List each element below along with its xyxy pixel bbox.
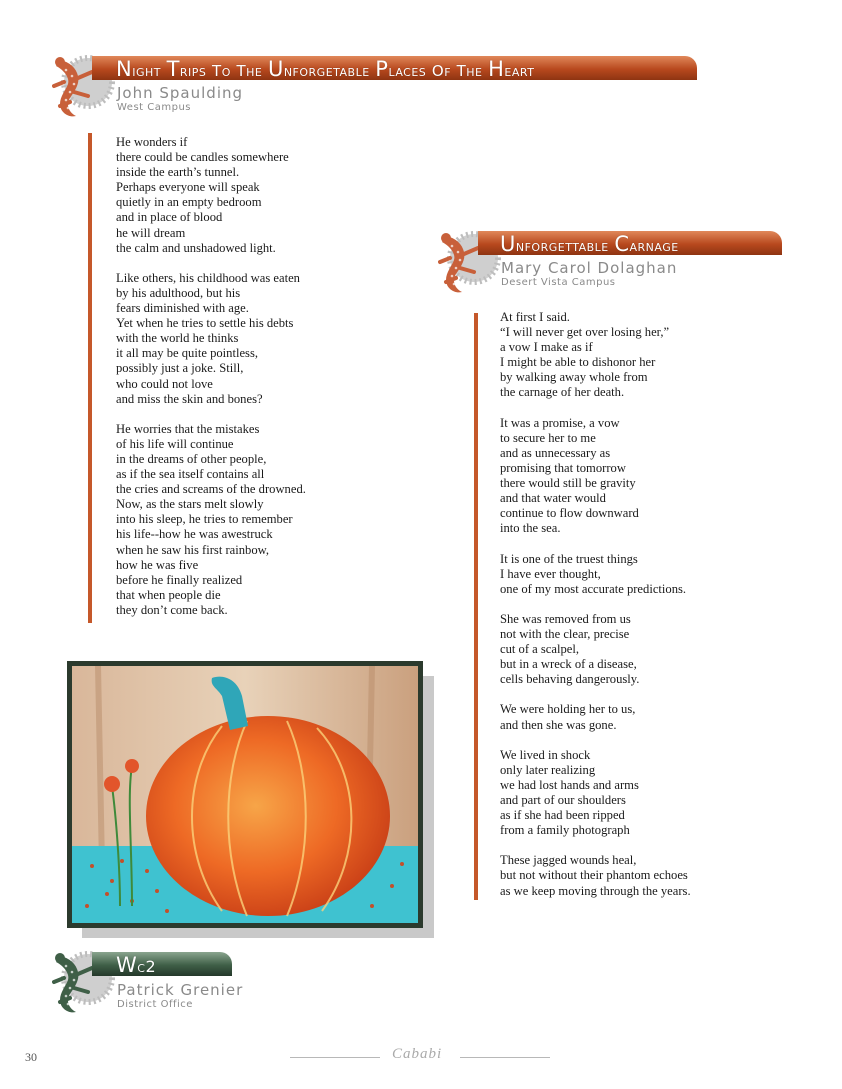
- poem-line: He worries that the mistakes: [116, 421, 260, 436]
- poem-stanza: [116, 271, 306, 407]
- poem-line: who could not love: [116, 376, 213, 391]
- poem-line: his life--how he was awestruck: [116, 527, 273, 542]
- poem-line: fears diminished with age.: [116, 301, 249, 316]
- poem-line: continue to flow downward: [500, 506, 639, 521]
- poem1-campus: West Campus: [117, 102, 192, 113]
- footer-rule-right: [460, 1057, 550, 1058]
- poem-stanza: [116, 422, 306, 618]
- poem-line: Yet when he tries to settle his debts: [116, 316, 294, 331]
- poem1-title: Night Trips to the Unforgetable Places of the Heart: [116, 57, 535, 80]
- poem-stanza: [500, 612, 691, 687]
- poem1-title-banner: [92, 56, 697, 80]
- poem-line: and that water would: [500, 491, 606, 506]
- poem-line: cells behaving dangerously.: [500, 672, 640, 687]
- poem-line: in the dreams of other people,: [116, 451, 267, 466]
- magazine-name: Cababi: [392, 1046, 443, 1062]
- poem-line: possibly just a joke. Still,: [116, 361, 244, 376]
- poem-line: as if the sea itself contains all: [116, 467, 265, 482]
- poem-line: one of my most accurate predictions.: [500, 581, 687, 596]
- poem-line: cut of a scalpel,: [500, 642, 580, 657]
- poem-line: the calm and unshadowed light.: [116, 240, 276, 255]
- poem-line: promising that tomorrow: [500, 460, 626, 475]
- poem-line: I have ever thought,: [500, 566, 601, 581]
- poem-line: These jagged wounds heal,: [500, 853, 637, 868]
- poem-line: and in place of blood: [116, 210, 223, 225]
- poem-line: It was a promise, a vow: [500, 415, 620, 430]
- poem-line: the carnage of her death.: [500, 385, 625, 400]
- poem-line: She was removed from us: [500, 611, 631, 626]
- poem2-campus: Desert Vista Campus: [501, 277, 616, 288]
- poem-line: Now, as the stars melt slowly: [116, 497, 264, 512]
- poem-line: there would still be gravity: [500, 476, 636, 491]
- poem-line: not with the clear, precise: [500, 626, 630, 641]
- poem-line: when he saw his first rainbow,: [116, 542, 270, 557]
- poem-line: before he finally realized: [116, 572, 243, 587]
- poem1-author: John Spaulding: [117, 84, 244, 102]
- poem-line: Like others, his childhood was eaten: [116, 270, 300, 285]
- poem-line: I might be able to dishonor her: [500, 355, 656, 370]
- poem-line: but not without their phantom echoes: [500, 868, 688, 883]
- poem-line: there could be candles somewhere: [116, 150, 289, 165]
- poem2-body: [500, 310, 691, 914]
- poem-stanza: [500, 310, 691, 401]
- poem-line: as if she had been ripped: [500, 808, 625, 823]
- poem-line: At first I said.: [500, 310, 570, 324]
- artwork-title-banner: [92, 952, 232, 976]
- poem-line: into his sleep, he tries to remember: [116, 512, 293, 527]
- poem-stanza: [500, 702, 691, 732]
- poem-line: that when people die: [116, 587, 221, 602]
- poem-line: the cries and screams of the drowned.: [116, 482, 306, 497]
- poem1-body: [116, 135, 306, 633]
- artwork-title: Wc2: [116, 953, 157, 976]
- poem-line: it all may be quite pointless,: [116, 346, 259, 361]
- poem2-title-banner: [478, 231, 782, 255]
- page-number: 30: [25, 1050, 37, 1064]
- poem-line: they don’t come back.: [116, 602, 228, 617]
- poem-stanza: [500, 416, 691, 537]
- poem-line: to secure her to me: [500, 430, 596, 445]
- poem-stanza: [500, 853, 691, 898]
- poem-stanza: [116, 135, 306, 256]
- poem-stanza: [500, 552, 691, 597]
- poem-line: but in a wreck of a disease,: [500, 657, 637, 672]
- poem-line: We were holding her to us,: [500, 702, 636, 717]
- footer-rule-left: [290, 1057, 380, 1058]
- poem2-author: Mary Carol Dolaghan: [501, 259, 678, 277]
- poem-line: by his adulthood, but his: [116, 285, 241, 300]
- poem2-accent-rule: [474, 313, 478, 900]
- artwork-campus: District Office: [117, 999, 193, 1010]
- poem-line: by walking away whole from: [500, 370, 648, 385]
- poem-line: and part of our shoulders: [500, 793, 626, 807]
- poem-line: It is one of the truest things: [500, 551, 638, 566]
- poem-line: and then she was gone.: [500, 717, 617, 732]
- poem-line: He wonders if: [116, 135, 188, 149]
- pumpkin-painting: [72, 666, 418, 923]
- poem-line: how he was five: [116, 557, 199, 572]
- poem-line: with the world he thinks: [116, 331, 239, 346]
- poem-stanza: [500, 748, 691, 839]
- poem-line: into the sea.: [500, 521, 561, 536]
- poem-line: as we keep moving through the years.: [500, 883, 691, 898]
- artwork-author: Patrick Grenier: [117, 981, 244, 999]
- poem-line: inside the earth’s tunnel.: [116, 165, 240, 180]
- poem-line: and as unnecessary as: [500, 445, 611, 460]
- poem-line: only later realizing: [500, 762, 596, 777]
- poem-line: “I will never get over losing her,”: [500, 325, 670, 340]
- poem-line: Perhaps everyone will speak: [116, 180, 260, 195]
- artwork-frame: [67, 661, 423, 928]
- poem-line: We lived in shock: [500, 747, 591, 762]
- poem-line: from a family photograph: [500, 823, 630, 838]
- poem-line: quietly in an empty bedroom: [116, 195, 262, 210]
- poem-line: of his life will continue: [116, 436, 234, 451]
- poem2-title: Unforgettable Carnage: [500, 232, 679, 255]
- poem1-accent-rule: [88, 133, 92, 623]
- poem-line: we had lost hands and arms: [500, 777, 639, 792]
- poem-line: he will dream: [116, 225, 186, 240]
- poem-line: a vow I make as if: [500, 340, 593, 355]
- poem-line: and miss the skin and bones?: [116, 391, 263, 406]
